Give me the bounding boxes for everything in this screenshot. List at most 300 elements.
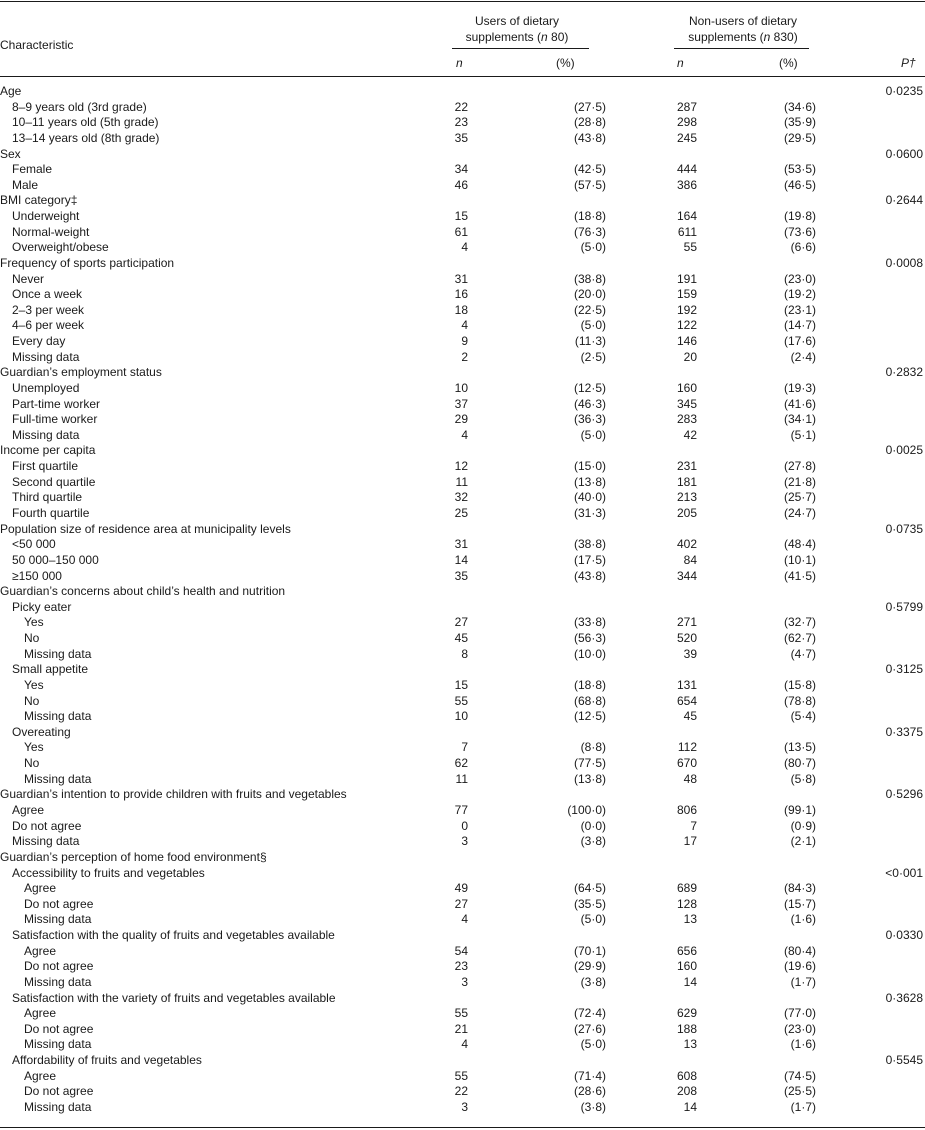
row-label: Guardian’s intention to provide children with fruits and vegetables [0, 787, 347, 802]
row-label: Part-time worker [12, 396, 101, 411]
users-pct-cell: (12·5) [573, 709, 606, 724]
users-n-cell: 27 [454, 615, 468, 630]
row-label: Sex [0, 146, 21, 161]
users-pct-cell: (3·8) [580, 834, 606, 849]
row-label: Missing data [24, 912, 92, 927]
users-n-cell: 45 [454, 631, 468, 646]
row-label: Underweight [12, 209, 80, 224]
users-n-cell: 4 [461, 427, 468, 442]
p-value-cell: 0·0330 [885, 928, 923, 943]
users-n-cell: 11 [455, 771, 468, 786]
nonusers-pct-cell: (5·4) [790, 709, 816, 724]
table-row [0, 756, 925, 772]
row-label: Age [0, 84, 22, 98]
table-row [0, 912, 925, 928]
header-users-line1: Users of dietary [474, 14, 560, 28]
nonusers-pct-cell: (15·7) [783, 896, 816, 911]
table-row [0, 178, 925, 194]
nonusers-pct-cell: (1·6) [790, 912, 816, 927]
nonusers-pct-cell: (62·7) [783, 631, 816, 646]
header-n-users: n [456, 56, 463, 70]
row-label: 50 000–150 000 [12, 552, 99, 567]
table-row [0, 287, 925, 303]
users-n-cell: 23 [454, 115, 468, 130]
table-row [0, 569, 925, 585]
users-pct-cell: (76·3) [573, 224, 606, 239]
users-n-cell: 3 [461, 1099, 468, 1114]
nonusers-pct-cell: (32·7) [783, 615, 816, 630]
nonusers-n-cell: 271 [676, 615, 697, 630]
nonusers-n-cell: 122 [676, 318, 697, 333]
nonusers-n-cell: 14 [683, 1099, 697, 1114]
users-n-cell: 55 [454, 1068, 468, 1083]
row-label: Overeating [12, 724, 71, 739]
nonusers-pct-cell: (80·7) [783, 756, 816, 771]
table-row [0, 678, 925, 694]
users-pct-cell: (0·0) [580, 818, 606, 833]
nonusers-n-cell: 48 [683, 771, 697, 786]
p-value-cell: 0·5296 [885, 787, 923, 802]
table-row [0, 240, 925, 256]
table-row [0, 1100, 925, 1116]
users-pct-cell: (40·0) [573, 490, 606, 505]
users-n-cell: 46 [454, 177, 468, 192]
table-row [0, 709, 925, 725]
row-label: Missing data [12, 834, 80, 849]
header-nonusers-group [668, 13, 818, 45]
nonusers-n-cell: 128 [676, 896, 697, 911]
nonusers-pct-cell: (1·6) [790, 1037, 816, 1052]
table-row [0, 787, 925, 803]
row-label: Missing data [24, 974, 92, 989]
users-n-cell: 35 [454, 130, 468, 145]
row-label: Agree [24, 881, 57, 896]
users-pct-cell: (38·8) [573, 537, 606, 552]
users-pct-cell: (15·0) [573, 459, 606, 474]
users-pct-cell: (27·5) [573, 99, 606, 114]
header-users-group [442, 13, 592, 45]
nonusers-n-cell: 7 [690, 818, 697, 833]
nonusers-n-cell: 181 [676, 474, 697, 489]
table-row [0, 694, 925, 710]
users-n-cell: 0 [461, 818, 468, 833]
nonusers-n-cell: 13 [683, 912, 697, 927]
row-label: Missing data [12, 427, 80, 442]
table-bottom-rule [0, 1127, 925, 1128]
users-n-cell: 37 [454, 396, 468, 411]
nonusers-n-cell: 283 [676, 412, 697, 427]
row-label: 13–14 years old (8th grade) [12, 130, 160, 145]
nonusers-pct-cell: (21·8) [783, 474, 816, 489]
users-n-cell: 55 [454, 693, 468, 708]
table-row [0, 209, 925, 225]
nonusers-n-cell: 55 [683, 240, 697, 255]
nonusers-n-cell: 654 [676, 693, 697, 708]
users-pct-cell: (100·0) [567, 802, 606, 817]
users-pct-cell: (64·5) [573, 881, 606, 896]
p-value-cell: 0·5799 [885, 599, 923, 614]
users-pct-cell: (71·4) [573, 1068, 606, 1083]
row-label: 8–9 years old (3rd grade) [12, 99, 147, 114]
nonusers-n-cell: 344 [676, 568, 697, 583]
table-row [0, 131, 925, 147]
row-label: Do not agree [24, 959, 94, 974]
header-users-line2 [442, 29, 592, 45]
nonusers-n-cell: 213 [676, 490, 697, 505]
table-row [0, 553, 925, 569]
row-label: Satisfaction with the variety of fruits and vegetables available [12, 990, 336, 1005]
header-nonusers-line1: Non-users of dietary [688, 14, 798, 28]
table-row [0, 584, 925, 600]
p-value-cell: 0·0008 [885, 255, 923, 270]
row-label: Agree [12, 802, 45, 817]
nonusers-n-cell: 17 [683, 834, 697, 849]
nonusers-pct-cell: (19·3) [783, 380, 816, 395]
nonusers-pct-cell: (41·6) [783, 396, 816, 411]
nonusers-n-cell: 806 [676, 802, 697, 817]
users-pct-cell: (5·0) [580, 912, 606, 927]
row-label: 4–6 per week [12, 318, 85, 333]
users-n-cell: 55 [454, 1006, 468, 1021]
nonusers-pct-cell: (29·5) [783, 130, 816, 145]
table-row [0, 350, 925, 366]
row-label: Unemployed [12, 380, 80, 395]
row-label: Yes [24, 740, 44, 755]
users-pct-cell: (8·8) [580, 740, 606, 755]
users-pct-cell: (3·8) [580, 974, 606, 989]
users-pct-cell: (29·9) [573, 959, 606, 974]
table-row [0, 1069, 925, 1085]
nonusers-pct-cell: (25·5) [783, 1084, 816, 1099]
table-row [0, 303, 925, 319]
nonusers-n-cell: 146 [676, 334, 697, 349]
table-row [0, 662, 925, 678]
table-row [0, 725, 925, 741]
nonusers-n-cell: 611 [677, 224, 697, 239]
nonusers-pct-cell: (23·1) [783, 302, 816, 317]
nonusers-n-cell: 287 [676, 99, 697, 114]
nonusers-n-cell: 164 [676, 209, 697, 224]
nonusers-pct-cell: (41·5) [783, 568, 816, 583]
nonusers-pct-cell: (5·1) [790, 427, 816, 442]
nonusers-pct-cell: (5·8) [790, 771, 816, 786]
nonusers-n-cell: 112 [677, 740, 697, 755]
nonusers-pct-cell: (46·5) [783, 177, 816, 192]
users-pct-cell: (68·8) [573, 693, 606, 708]
row-label: BMI category‡ [0, 193, 78, 208]
row-label: First quartile [12, 459, 79, 474]
table-row [0, 522, 925, 538]
users-n-cell: 10 [454, 709, 468, 724]
p-value-cell: 0·3375 [885, 724, 923, 739]
users-pct-cell: (10·0) [573, 646, 606, 661]
nonusers-pct-cell: (78·8) [783, 693, 816, 708]
nonusers-pct-cell: (27·8) [783, 459, 816, 474]
table-row [0, 1022, 925, 1038]
table-row [0, 272, 925, 288]
row-label: Agree [24, 1068, 57, 1083]
users-n-cell: 4 [461, 1037, 468, 1052]
users-pct-cell: (2·5) [580, 349, 606, 364]
table-row [0, 647, 925, 663]
users-n-cell: 2 [461, 349, 468, 364]
header-n-nonusers: n [677, 56, 684, 70]
users-pct-cell: (43·8) [573, 568, 606, 583]
users-n-cell: 4 [461, 240, 468, 255]
table-row [0, 475, 925, 491]
header-users-underline [452, 48, 589, 49]
row-label: Yes [24, 677, 44, 692]
p-value-cell: 0·3628 [885, 990, 923, 1005]
row-label: No [24, 631, 40, 646]
row-label: Picky eater [12, 599, 72, 614]
nonusers-pct-cell: (99·1) [783, 802, 816, 817]
nonusers-n-cell: 191 [676, 271, 697, 286]
nonusers-n-cell: 13 [683, 1037, 697, 1052]
header-pct-users: (%) [556, 56, 575, 70]
table-row [0, 428, 925, 444]
users-n-cell: 3 [461, 974, 468, 989]
row-label: No [24, 756, 40, 771]
table-row [0, 819, 925, 835]
users-n-cell: 8 [461, 646, 468, 661]
users-n-cell: 62 [454, 756, 468, 771]
p-value-cell: 0·5545 [885, 1053, 923, 1068]
nonusers-pct-cell: (6·6) [790, 240, 816, 255]
users-n-cell: 12 [454, 459, 468, 474]
p-value-cell: 0·3125 [885, 662, 923, 677]
nonusers-n-cell: 160 [676, 380, 697, 395]
users-pct-cell: (38·8) [573, 271, 606, 286]
users-pct-cell: (11·3) [574, 334, 606, 349]
table-row [0, 850, 925, 866]
header-p-value: P† [901, 56, 916, 70]
nonusers-pct-cell: (73·6) [783, 224, 816, 239]
nonusers-pct-cell: (53·5) [783, 162, 816, 177]
users-pct-cell: (13·8) [573, 771, 606, 786]
nonusers-n-cell: 689 [676, 881, 697, 896]
row-label: Normal-weight [12, 224, 90, 239]
users-n-cell: 9 [461, 334, 468, 349]
users-n-cell: 35 [454, 568, 468, 583]
row-label: <50 000 [12, 537, 56, 552]
table-row [0, 897, 925, 913]
nonusers-pct-cell: (17·6) [783, 334, 816, 349]
users-n-cell: 31 [454, 271, 468, 286]
nonusers-n-cell: 188 [676, 1021, 697, 1036]
users-pct-cell: (28·8) [573, 115, 606, 130]
header-bottom-rule [0, 76, 925, 77]
table-row [0, 334, 925, 350]
table-row [0, 506, 925, 522]
p-value-cell: 0·2832 [885, 365, 923, 380]
nonusers-n-cell: 20 [683, 349, 697, 364]
table-row [0, 490, 925, 506]
table-row [0, 100, 925, 116]
users-pct-cell: (46·3) [573, 396, 606, 411]
table-row [0, 1084, 925, 1100]
nonusers-pct-cell: (19·8) [783, 209, 816, 224]
row-label: Satisfaction with the quality of fruits and vegetables available [12, 928, 335, 943]
nonusers-pct-cell: (4·7) [790, 646, 816, 661]
users-pct-cell: (27·6) [573, 1021, 606, 1036]
nonusers-pct-cell: (34·1) [783, 412, 816, 427]
table-row [0, 772, 925, 788]
users-n-cell: 15 [454, 209, 468, 224]
row-label: Do not agree [24, 1021, 94, 1036]
users-n-cell: 3 [461, 834, 468, 849]
users-n-cell: 16 [454, 287, 468, 302]
users-pct-cell: (20·0) [573, 287, 606, 302]
nonusers-n-cell: 42 [683, 427, 697, 442]
users-pct-cell: (18·8) [573, 677, 606, 692]
row-label: Do not agree [24, 896, 94, 911]
p-value-cell: 0·0025 [885, 443, 923, 458]
row-label: Guardian’s employment status [0, 365, 162, 380]
header-nonusers-underline [674, 48, 809, 49]
row-label: Do not agree [12, 818, 82, 833]
nonusers-pct-cell: (0·9) [790, 818, 816, 833]
row-label: Full-time worker [12, 412, 98, 427]
users-n-cell: 7 [461, 740, 468, 755]
table-row [0, 115, 925, 131]
users-n-cell: 29 [454, 412, 468, 427]
nonusers-n-cell: 160 [676, 959, 697, 974]
row-label: Missing data [24, 1037, 92, 1052]
users-pct-cell: (33·8) [573, 615, 606, 630]
p-value-cell: 0·0735 [885, 521, 923, 536]
nonusers-n-cell: 39 [683, 646, 697, 661]
row-label: Never [12, 271, 45, 286]
table-row [0, 1037, 925, 1053]
table-row [0, 1006, 925, 1022]
table-row [0, 600, 925, 616]
nonusers-pct-cell: (23·0) [783, 1021, 816, 1036]
users-n-cell: 22 [454, 99, 468, 114]
nonusers-n-cell: 402 [676, 537, 697, 552]
row-label: Third quartile [12, 490, 83, 505]
row-label: Population size of residence area at municipality levels [0, 521, 291, 536]
row-label: Small appetite [12, 662, 89, 677]
table-row [0, 928, 925, 944]
p-value-cell: <0·001 [885, 865, 923, 880]
p-value-cell: 0·0600 [885, 146, 923, 161]
users-n-cell: 32 [454, 490, 468, 505]
users-pct-cell: (56·3) [573, 631, 606, 646]
table-row [0, 84, 925, 100]
nonusers-n-cell: 656 [676, 943, 697, 958]
nonusers-n-cell: 629 [676, 1006, 697, 1021]
row-label: Missing data [24, 709, 92, 724]
row-label: 10–11 years old (5th grade) [12, 115, 159, 130]
table-row [0, 147, 925, 163]
users-pct-cell: (43·8) [573, 130, 606, 145]
users-pct-cell: (13·8) [573, 474, 606, 489]
users-pct-cell: (36·3) [573, 412, 606, 427]
nonusers-pct-cell: (2·1) [790, 834, 816, 849]
users-n-cell: 14 [454, 552, 468, 567]
users-pct-cell: (5·0) [580, 427, 606, 442]
row-label: Income per capita [0, 443, 96, 458]
row-label: Overweight/obese [12, 240, 109, 255]
table-row [0, 991, 925, 1007]
users-n-cell: 27 [454, 896, 468, 911]
users-n-cell: 21 [454, 1021, 468, 1036]
table-row [0, 975, 925, 991]
table-row [0, 193, 925, 209]
nonusers-n-cell: 298 [676, 115, 697, 130]
row-label: Agree [24, 943, 57, 958]
nonusers-n-cell: 444 [676, 162, 697, 177]
nonusers-pct-cell: (48·4) [783, 537, 816, 552]
nonusers-n-cell: 520 [676, 631, 697, 646]
nonusers-n-cell: 386 [676, 177, 697, 192]
table-row [0, 318, 925, 334]
row-label: Second quartile [12, 474, 96, 489]
users-n-cell: 54 [454, 943, 468, 958]
nonusers-n-cell: 231 [676, 459, 697, 474]
users-n-cell: 61 [454, 224, 468, 239]
nonusers-pct-cell: (19·6) [783, 959, 816, 974]
users-pct-cell: (17·5) [573, 552, 606, 567]
nonusers-n-cell: 159 [676, 287, 697, 302]
row-label: Agree [24, 1006, 57, 1021]
nonusers-n-cell: 84 [683, 552, 697, 567]
header-nonusers-line2 [668, 29, 818, 45]
users-pct-cell: (77·5) [573, 756, 606, 771]
nonusers-pct-cell: (19·2) [783, 287, 816, 302]
row-label: Missing data [24, 771, 92, 786]
row-label: Guardian’s perception of home food environment§ [0, 849, 267, 864]
nonusers-n-cell: 608 [676, 1068, 697, 1083]
row-label: No [24, 693, 40, 708]
nonusers-pct-cell: (2·4) [790, 349, 816, 364]
nonusers-n-cell: 245 [676, 130, 697, 145]
row-label: Missing data [24, 1099, 92, 1114]
table-row [0, 740, 925, 756]
users-pct-cell: (42·5) [573, 162, 606, 177]
users-pct-cell: (57·5) [573, 177, 606, 192]
users-n-cell: 4 [461, 912, 468, 927]
table-row [0, 537, 925, 553]
nonusers-pct-cell: (1·7) [790, 974, 816, 989]
table-top-rule [0, 1, 925, 2]
table-row [0, 881, 925, 897]
nonusers-pct-cell: (13·5) [783, 740, 816, 755]
nonusers-pct-cell: (1·7) [790, 1099, 816, 1114]
users-pct-cell: (18·8) [573, 209, 606, 224]
row-label: 2–3 per week [12, 302, 85, 317]
users-pct-cell: (31·3) [573, 506, 606, 520]
users-n-cell: 34 [454, 162, 468, 177]
header-characteristic: Characteristic [0, 38, 74, 52]
users-n-cell: 22 [454, 1084, 468, 1099]
users-pct-cell: (35·5) [573, 896, 606, 911]
header-pct-nonusers: (%) [779, 56, 798, 70]
users-n-cell: 18 [454, 302, 468, 317]
nonusers-n-cell: 14 [683, 974, 697, 989]
users-n-cell: 77 [454, 802, 468, 817]
nonusers-n-cell: 205 [676, 506, 697, 520]
table-row [0, 959, 925, 975]
users-n-cell: 15 [454, 677, 468, 692]
users-n-cell: 25 [454, 506, 468, 520]
nonusers-pct-cell: (25·7) [783, 490, 816, 505]
nonusers-n-cell: 670 [676, 756, 697, 771]
nonusers-pct-cell: (15·8) [783, 677, 816, 692]
header-users-line2-text: supplements (n 80) [465, 30, 569, 44]
table-row [0, 834, 925, 850]
